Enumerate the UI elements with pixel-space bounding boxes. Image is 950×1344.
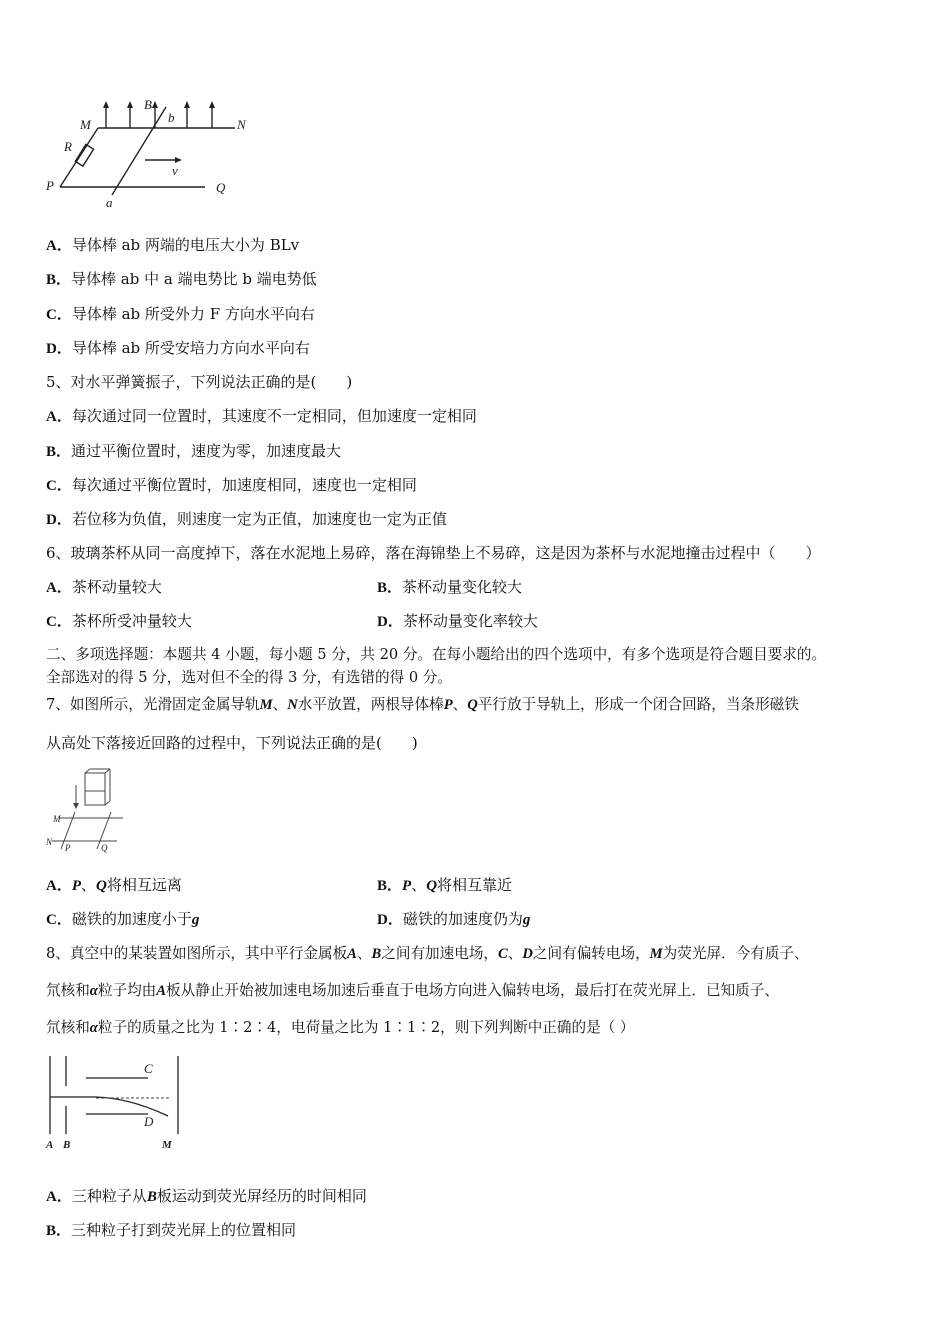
- fig3-label-A: A: [46, 1139, 54, 1151]
- q8-stem-line1: 8、真空中的某装置如图所示，其中平行金属板A、B之间有加速电场，C、D之间有偏转电场，M为荧光屏．今有质子、: [46, 945, 809, 962]
- fig1-label-B: B: [144, 97, 152, 112]
- fig3-label-D: D: [144, 1114, 154, 1129]
- q5-option-a: A．每次通过同一位置时，其速度不一定相同，但加速度一定相同: [46, 407, 477, 425]
- deflection-apparatus-figure: [40, 1052, 190, 1152]
- fig3-label-C: C: [144, 1061, 153, 1076]
- fig1-label-N: N: [237, 117, 246, 132]
- q4-option-a: A．导体棒 ab 两端的电压大小为 BLv: [46, 236, 300, 254]
- fig1-label-M: M: [80, 117, 91, 132]
- q5-stem: 5、对水平弹簧振子，下列说法正确的是( ): [46, 373, 353, 391]
- q7-option-c: C．磁铁的加速度小于g: [46, 910, 200, 928]
- q8-option-a: A．三种粒子从B板运动到荧光屏经历的时间相同: [46, 1187, 367, 1205]
- fig2-label-Q: Q: [101, 843, 108, 853]
- q5-option-b: B．通过平衡位置时，速度为零，加速度最大: [46, 442, 342, 460]
- fig1-label-P: P: [46, 178, 54, 193]
- fig2-label-M: M: [53, 814, 61, 824]
- q4-option-c: C．导体棒 ab 所受外力 F 方向水平向右: [46, 305, 315, 323]
- q5-option-d: D．若位移为负值，则速度一定为正值，加速度也一定为正值: [46, 510, 447, 528]
- fig3-label-M: M: [162, 1139, 172, 1151]
- q8-stem-line3: 氘核和α粒子的质量之比为 1∶2∶4，电荷量之比为 1∶1∶2，则下列判断中正确的是（ ）: [46, 1019, 635, 1036]
- q6-option-b: B．茶杯动量变化较大: [377, 578, 523, 596]
- q4-option-b: B．导体棒 ab 中 a 端电势比 b 端电势低: [46, 270, 317, 288]
- q6-stem: 6、玻璃茶杯从同一高度掉下，落在水泥地上易碎，落在海锦垫上不易碎，这是因为茶杯与水泥地撞击过程中（ ）: [46, 544, 821, 562]
- q6-option-d: D．茶杯动量变化率较大: [377, 612, 538, 630]
- fig2-label-P: P: [65, 843, 71, 853]
- q7-stem-line1: 7、如图所示，光滑固定金属导轨M、N水平放置，两根导体棒P、Q平行放于导轨上，形成一个闭合回路，当条形磁铁: [46, 696, 799, 713]
- q7-option-a: A．P、Q将相互远离: [46, 876, 182, 894]
- q7-option-b: B．P、Q将相互靠近: [377, 876, 513, 894]
- q4-option-d: D．导体棒 ab 所受安培力方向水平向右: [46, 339, 310, 357]
- q8-option-b: B．三种粒子打到荧光屏上的位置相同: [46, 1221, 297, 1239]
- rail-circuit-figure: [40, 95, 270, 210]
- fig1-label-Q: Q: [216, 180, 226, 195]
- q8-stem-line2: 氘核和α粒子均由A板从静止开始被加速电场加速后垂直于电场方向进入偏转电场，最后打在荧光屏上．已知质子、: [46, 982, 779, 999]
- fig1-label-v: v: [172, 163, 178, 178]
- section2-heading-line1: 二、多项选择题：本题共 4 小题，每小题 5 分，共 20 分。在每小题给出的四个选项中，有多个选项是符合题目要求的。: [46, 646, 827, 663]
- magnet-rails-figure: [45, 765, 135, 860]
- q7-option-d: D．磁铁的加速度仍为g: [377, 910, 531, 928]
- fig1-label-a: a: [106, 195, 113, 210]
- fig1-label-b: b: [168, 110, 175, 125]
- q6-option-c: C．茶杯所受冲量较大: [46, 612, 192, 630]
- fig2-label-N: N: [46, 837, 53, 847]
- q6-option-a: A．茶杯动量较大: [46, 578, 162, 596]
- q5-option-c: C．每次通过平衡位置时，加速度相同，速度也一定相同: [46, 476, 417, 494]
- fig1-label-R: R: [64, 139, 72, 154]
- section2-heading-line2: 全部选对的得 5 分，选对但不全的得 3 分，有选错的得 0 分。: [46, 669, 452, 686]
- q7-stem-line2: 从高处下落接近回路的过程中，下列说法正确的是( ): [46, 734, 418, 752]
- fig3-label-B: B: [63, 1139, 71, 1151]
